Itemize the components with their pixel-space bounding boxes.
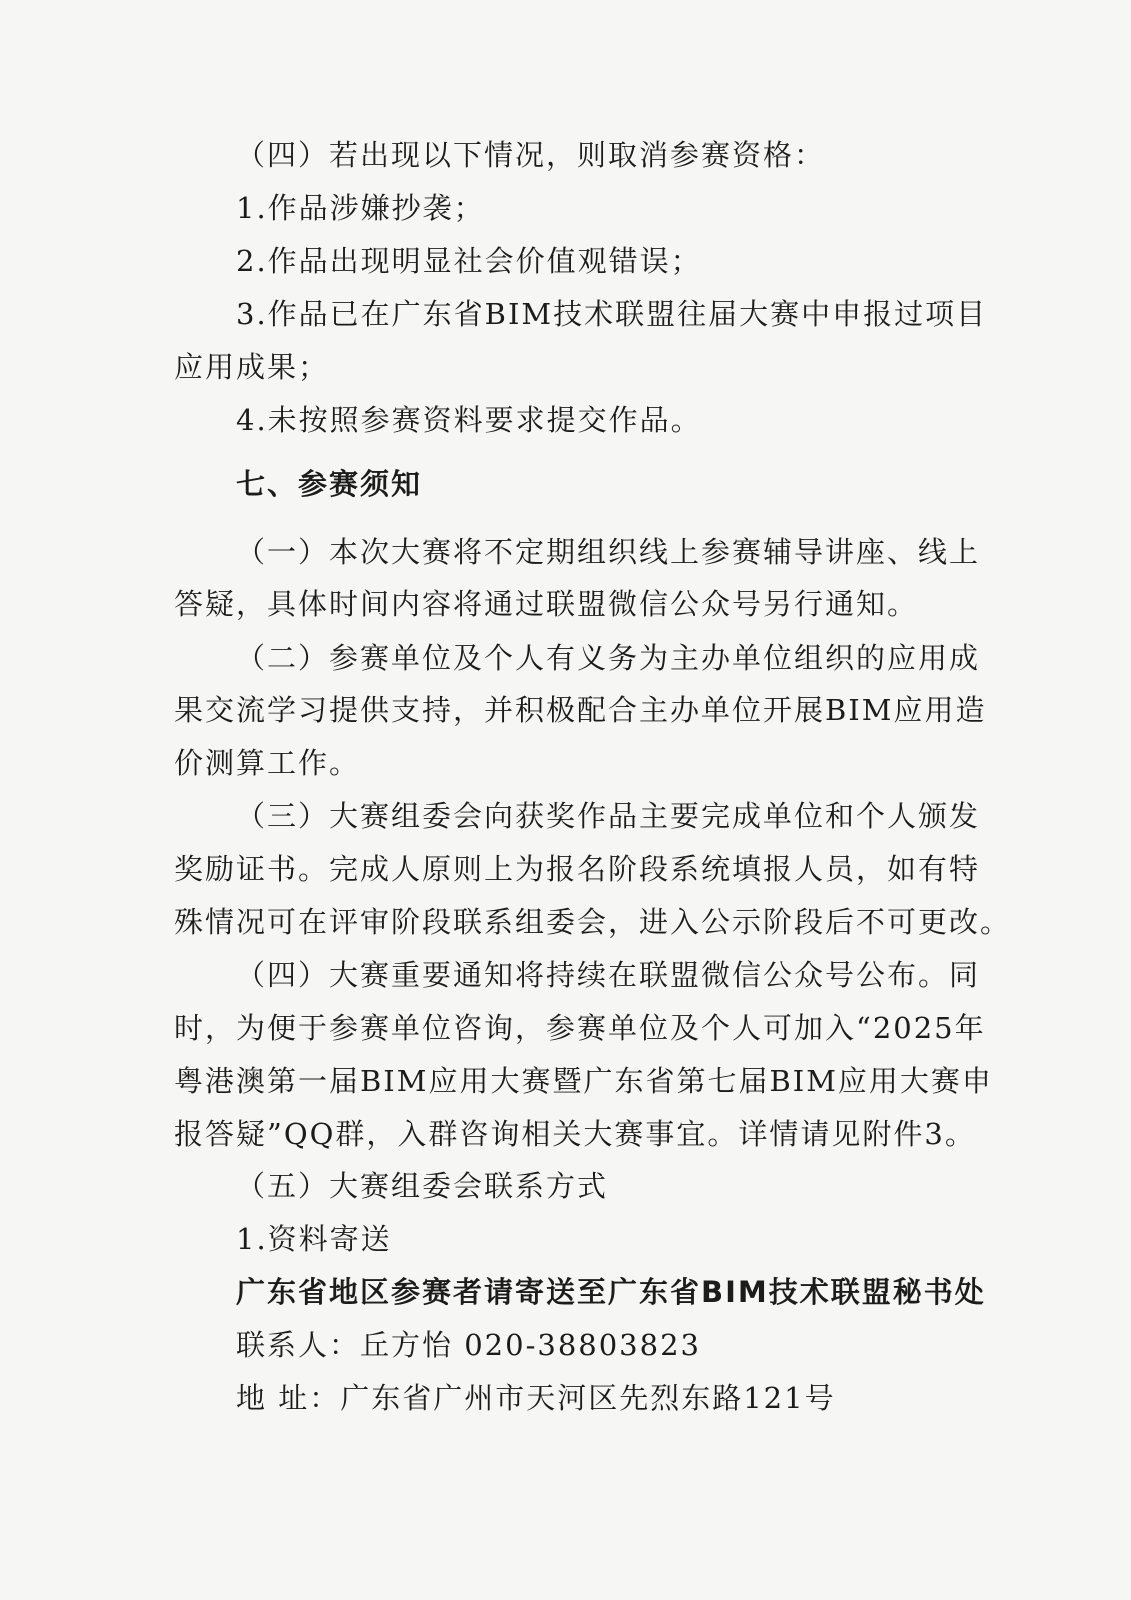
section-heading-notes: 七、参赛须知 [236,467,423,501]
notes-5-contact-heading: （五）大赛组委会联系方式 [236,1169,609,1203]
item-not-per-requirements: 4.未按照参赛资料要求提交作品。 [236,403,702,437]
notes-4-line-3: 粤港澳第一届BIM应用大赛暨广东省第七届BIM应用大赛申 [174,1064,993,1098]
notes-1-line-1: （一）本次大赛将不定期组织线上参赛辅导讲座、线上 [236,535,981,569]
notes-2-line-1: （二）参赛单位及个人有义务为主办单位组织的应用成 [236,641,981,675]
delivery-destination: 广东省地区参赛者请寄送至广东省BIM技术联盟秘书处 [236,1275,986,1309]
notes-4-line-2: 时，为便于参赛单位咨询，参赛单位及个人可加入“2025年 [174,1011,986,1045]
notes-3-line-3: 殊情况可在评审阶段联系组委会，进入公示阶段后不可更改。 [174,905,1012,939]
notes-1-line-2: 答疑，具体时间内容将通过联盟微信公众号另行通知。 [174,587,919,621]
notes-3-line-2: 奖励证书。完成人原则上为报名阶段系统填报人员，如有特 [174,852,981,886]
material-delivery: 1.资料寄送 [236,1222,392,1256]
item-previously-submitted: 3.作品已在广东省BIM技术联盟往届大赛中申报过项目 [236,297,988,331]
contact-person: 联系人：丘方怡 020-38803823 [236,1328,701,1362]
clause-4-intro: （四）若出现以下情况，则取消参赛资格： [236,138,826,172]
notes-2-line-3: 价测算工作。 [174,746,361,780]
contact-address: 地 址：广东省广州市天河区先烈东路121号 [236,1381,836,1415]
notes-3-line-1: （三）大赛组委会向获奖作品主要完成单位和个人颁发 [236,799,981,833]
notes-4-line-4: 报答疑”QQ群，入群咨询相关大赛事宜。详情请见附件3。 [174,1117,976,1151]
item-previously-submitted-cont: 应用成果； [174,350,330,384]
notes-2-line-2: 果交流学习提供支持，并积极配合主办单位开展BIM应用造 [174,693,987,727]
item-values-error: 2.作品出现明显社会价值观错误； [236,244,702,278]
notes-4-line-1: （四）大赛重要通知将持续在联盟微信公众号公布。同 [236,958,981,992]
item-plagiarism: 1.作品涉嫌抄袭； [236,191,485,225]
